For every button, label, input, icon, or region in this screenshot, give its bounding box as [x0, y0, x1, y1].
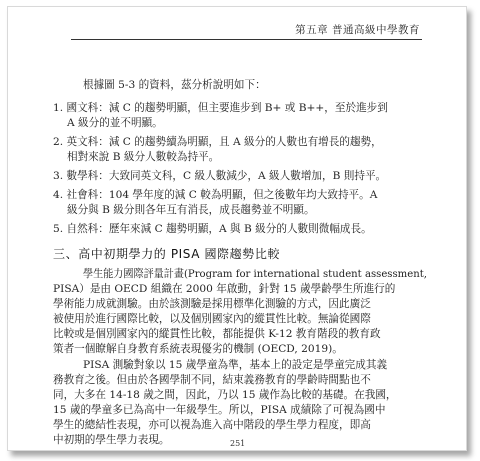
paragraph-2-line-6: 中初期的學生學力表現。 [53, 434, 170, 446]
analysis-item-4-line-2: 級分與 B 級分則各年互有消長，成長趨勢並不明顯。 [67, 204, 315, 216]
paragraph-1-line-2: PISA）是由 OECD 組織在 2000 年啟動，針對 15 歲學齡學生所進行的 [53, 283, 396, 295]
chapter-header: 第五章 普通高級中學教育 [295, 24, 420, 36]
paragraph-2-line-1: PISA 測驗對象以 15 歲學童為準，基本上的設定是學童完成其義 [83, 359, 388, 371]
paragraph-1-line-3: 學術能力成就測驗。由於該測驗是採用標準化測驗的方式，因此廣泛 [53, 298, 371, 310]
document-page [7, 6, 467, 451]
paragraph-1-line-1: 學生能力國際評量計畫(Program for international student assessment, [83, 268, 427, 280]
paragraph-2-line-5: 學生的總結性表現，亦可以視為進入高中階段的學生學力程度，即高 [53, 419, 371, 431]
analysis-item-1-line-2: A 級分的並不明顯。 [67, 117, 163, 129]
page-number: 251 [230, 439, 246, 448]
analysis-item-1-line-1: 1. 國文科：減 C 的趨勢明顯，但主要進步到 B+ 或 B++，至於進步到 [53, 102, 388, 114]
paragraph-1-line-5: 比較或是個別國家內的縱貫性比較，都能提供 K-12 教育階段的教育政 [53, 328, 381, 340]
paragraph-2-line-4: 15 歲的學童多已為高中一年級學生。所以，PISA 成績除了可視為國中 [53, 404, 386, 416]
analysis-item-5-line-1: 5. 自然科：歷年來減 C 趨勢明顯，A 與 B 級分的人數則微幅成長。 [53, 223, 372, 235]
analysis-item-4-line-1: 4. 社會科：104 學年度的減 C 較為明顯，但之後數年均大致持平。A [53, 189, 378, 201]
paragraph-1-line-4: 被使用於進行國際比較，以及個別國家內的縱貫性比較。無論從國際 [53, 313, 371, 325]
intro-sentence: 根據圖 5-3 的資料，茲分析說明如下： [83, 79, 266, 91]
running-header [71, 19, 422, 40]
analysis-item-2-line-2: 相對來說 B 級分人數較為持平。 [67, 151, 220, 163]
paragraph-1-line-6: 策者一個瞭解自身教育系統表現優劣的機制 (OECD, 2019)。 [53, 343, 343, 355]
paragraph-2-line-3: 同，大多在 14-18 歲之間，因此，乃以 15 歲作為比較的基礎。在我國， [53, 389, 397, 401]
analysis-item-3-line-1: 3. 數學科：大致同英文科，C 級人數減少，A 級人數增加，B 則持平。 [53, 170, 387, 182]
section-heading: 三、高中初期學力的 PISA 國際趨勢比較 [53, 247, 281, 261]
analysis-item-2-line-1: 2. 英文科：減 C 的趨勢續為明顯，且 A 級分的人數也有增長的趨勢， [53, 136, 382, 148]
paragraph-2-line-2: 務教育之後。但由於各國學制不同，結束義務教育的學齡時間點也不 [53, 374, 371, 386]
